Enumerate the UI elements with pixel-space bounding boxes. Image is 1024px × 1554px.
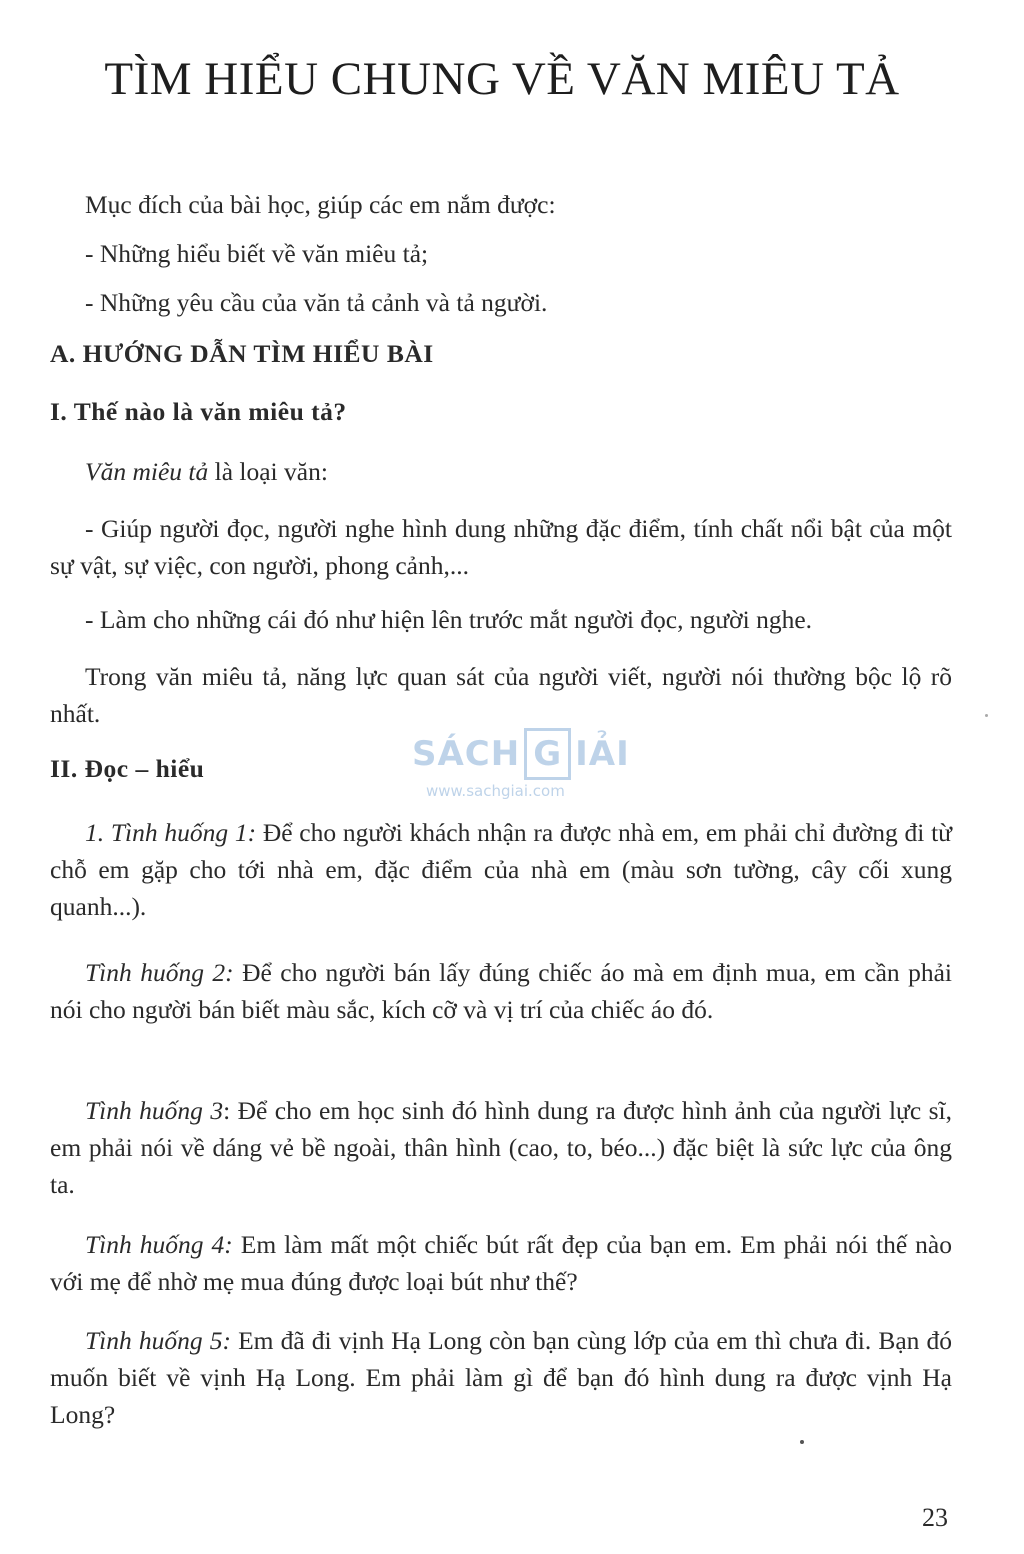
definition [50, 453, 952, 490]
page-number: 23 [922, 1503, 948, 1532]
lesson-purpose: Mục đích của bài học, giúp các em nắm được: [85, 190, 556, 219]
situation-2-text: Để cho người bán lấy đúng chiếc áo mà em định mua, em cần phải nói cho người bán biết màu sắc, kích cỡ và vị trí của chiếc áo đó. [50, 958, 952, 1024]
situation-5 [50, 1322, 952, 1433]
situation-2-label: Tình huống 2: [85, 958, 234, 987]
part-1-heading: I. Thế nào là văn miêu tả? [50, 397, 347, 426]
watermark-logo-box: G [524, 728, 571, 780]
observation-note: Trong văn miêu tả, năng lực quan sát của người viết, người nói thường bộc lộ rõ nhất. [50, 662, 952, 728]
situation-3-text: : Để cho em học sinh đó hình dung ra được hình ảnh của người lực sĩ, em phải nói về dáng vẻ bề ngoài, thân hình (cao, to, béo...) đặc biệt là sức lực của ông ta. [50, 1096, 952, 1199]
watermark-logo [412, 728, 630, 780]
watermark-url: www.sachgiai.com [426, 782, 565, 800]
watermark-logo-left: SÁCH [412, 734, 521, 774]
definition-point-1: - Giúp người đọc, người nghe hình dung những đặc điểm, tính chất nổi bật của một sự vật, sự việc, con người, phong cảnh,... [50, 514, 952, 580]
situation-4-label: Tình huống 4: [85, 1230, 233, 1259]
situation-2 [50, 954, 952, 1028]
lesson-goal-1: - Những hiểu biết về văn miêu tả; [85, 239, 429, 268]
scan-speck [985, 714, 988, 717]
watermark-logo-right: IẢI [575, 734, 630, 774]
situation-5-label: Tình huống 5: [85, 1326, 231, 1355]
situation-3-label: Tình huống 3 [85, 1096, 224, 1125]
definition-term: Văn miêu tả [85, 457, 209, 486]
situation-1-label: 1. Tình huống 1: [85, 818, 257, 847]
part-2-heading: II. Đọc – hiểu [50, 754, 205, 783]
watermark [412, 728, 630, 824]
page-title: TÌM HIỂU CHUNG VỀ VĂN MIÊU TẢ [104, 53, 900, 105]
situation-1-text: Để cho người khách nhận ra được nhà em, em phải chỉ đường đi từ chỗ em gặp cho tới nhà em, đặc điểm của nhà em (màu sơn tường, cây cối xung quanh...). [50, 818, 952, 921]
scan-speck [800, 1440, 804, 1444]
situation-3 [50, 1092, 952, 1203]
definition-point-2: - Làm cho những cái đó như hiện lên trước mắt người đọc, người nghe. [85, 605, 813, 634]
situation-4-text: Em làm mất một chiếc bút rất đẹp của bạn em. Em phải nói thế nào với mẹ để nhờ mẹ mua đúng được loại bút như thế? [50, 1230, 952, 1296]
situation-1 [50, 814, 952, 925]
definition-rest: là loại văn: [208, 457, 328, 486]
situation-5-text: Em đã đi vịnh Hạ Long còn bạn cùng lớp của em thì chưa đi. Bạn đó muốn biết về vịnh Hạ Long. Em phải làm gì để bạn đó hình dung ra được vịnh Hạ Long? [50, 1326, 952, 1429]
lesson-goal-2: - Những yêu cầu của văn tả cảnh và tả người. [85, 288, 548, 317]
situation-4 [50, 1226, 952, 1300]
section-a-heading: A. HƯỚNG DẪN TÌM HIỂU BÀI [50, 339, 434, 368]
